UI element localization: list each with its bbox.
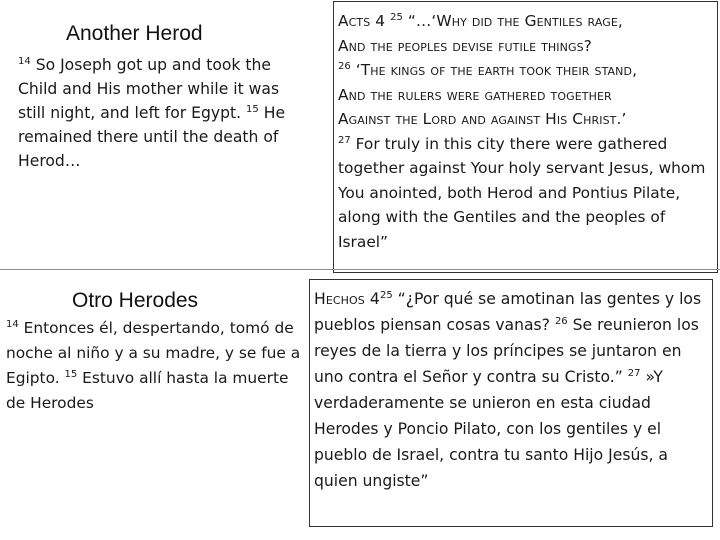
verse-26-line-c: Against the Lord and against His Christ.’ [338, 110, 627, 128]
english-title: Another Herod [66, 22, 203, 45]
verse-number-15: 15 [64, 369, 78, 380]
acts-passage [338, 9, 714, 254]
verse-14-text: So Joseph got up and took the Child and His mother while it was still night, and left for Egypt. [18, 56, 280, 122]
verse-27-text: For truly in this city there were gathered together against Your holy servant Jesus, whom You anointed, both Herod and Pontius Pilate, along with the Gentiles and the peoples of Israel” [338, 134, 706, 251]
verse-27-text: »Y verdaderamente se unieron en esta ciudad Herodes y Poncio Pilato, con los gentiles y el pueblo de Israel, contra tu santo Hijo Jesús, a quien ungiste” [314, 368, 668, 490]
acts-reference: Acts 4 [338, 12, 386, 30]
verse-25-line-a: “…‘Why did the Gentiles rage, [402, 12, 623, 30]
verse-25-text: “¿Por qué se amotinan las gentes y los pueblos piensan cosas vanas? [314, 290, 702, 334]
spanish-title: Otro Herodes [72, 289, 199, 312]
verse-number-26: 26 [338, 61, 351, 72]
acts-line-3 [338, 58, 714, 83]
verse-number-27: 27 [338, 134, 351, 146]
section-divider [0, 269, 720, 270]
verse-25-line-b: And the peoples devise futile things? [338, 36, 592, 55]
verse-number-25: 25 [390, 12, 403, 23]
spanish-passage [6, 316, 306, 416]
verse-number-25: 25 [379, 290, 393, 301]
verse-number-26: 26 [554, 316, 568, 327]
verse-number-14: 14 [6, 319, 19, 330]
verse-15-text: He remained there until the death of Herod… [18, 104, 286, 170]
english-passage [18, 53, 308, 173]
verse-26-text: Se reunieron los reyes de la tierra y los príncipes se juntaron en uno contra el Señor y contra su Cristo.” [314, 316, 699, 386]
hechos-passage [314, 286, 710, 494]
verse-number-14: 14 [18, 56, 31, 67]
acts-line-1 [338, 9, 714, 34]
verse-26-line-b: And the rulers were gathered together [338, 85, 612, 104]
verse-15-text: Estuvo allí hasta la muerte de Herodes [6, 369, 289, 412]
verse-number-15: 15 [246, 104, 259, 115]
verse-26-line-a: ‘The kings of the earth took their stand, [350, 61, 638, 79]
verse-number-27: 27 [627, 368, 641, 379]
verse-14-text: Entonces él, despertando, tomó de noche al niño y a su madre, y se fue a Egipto. [6, 319, 301, 387]
verse-27 [338, 132, 714, 255]
hechos-reference: Hechos 4 [314, 290, 380, 308]
